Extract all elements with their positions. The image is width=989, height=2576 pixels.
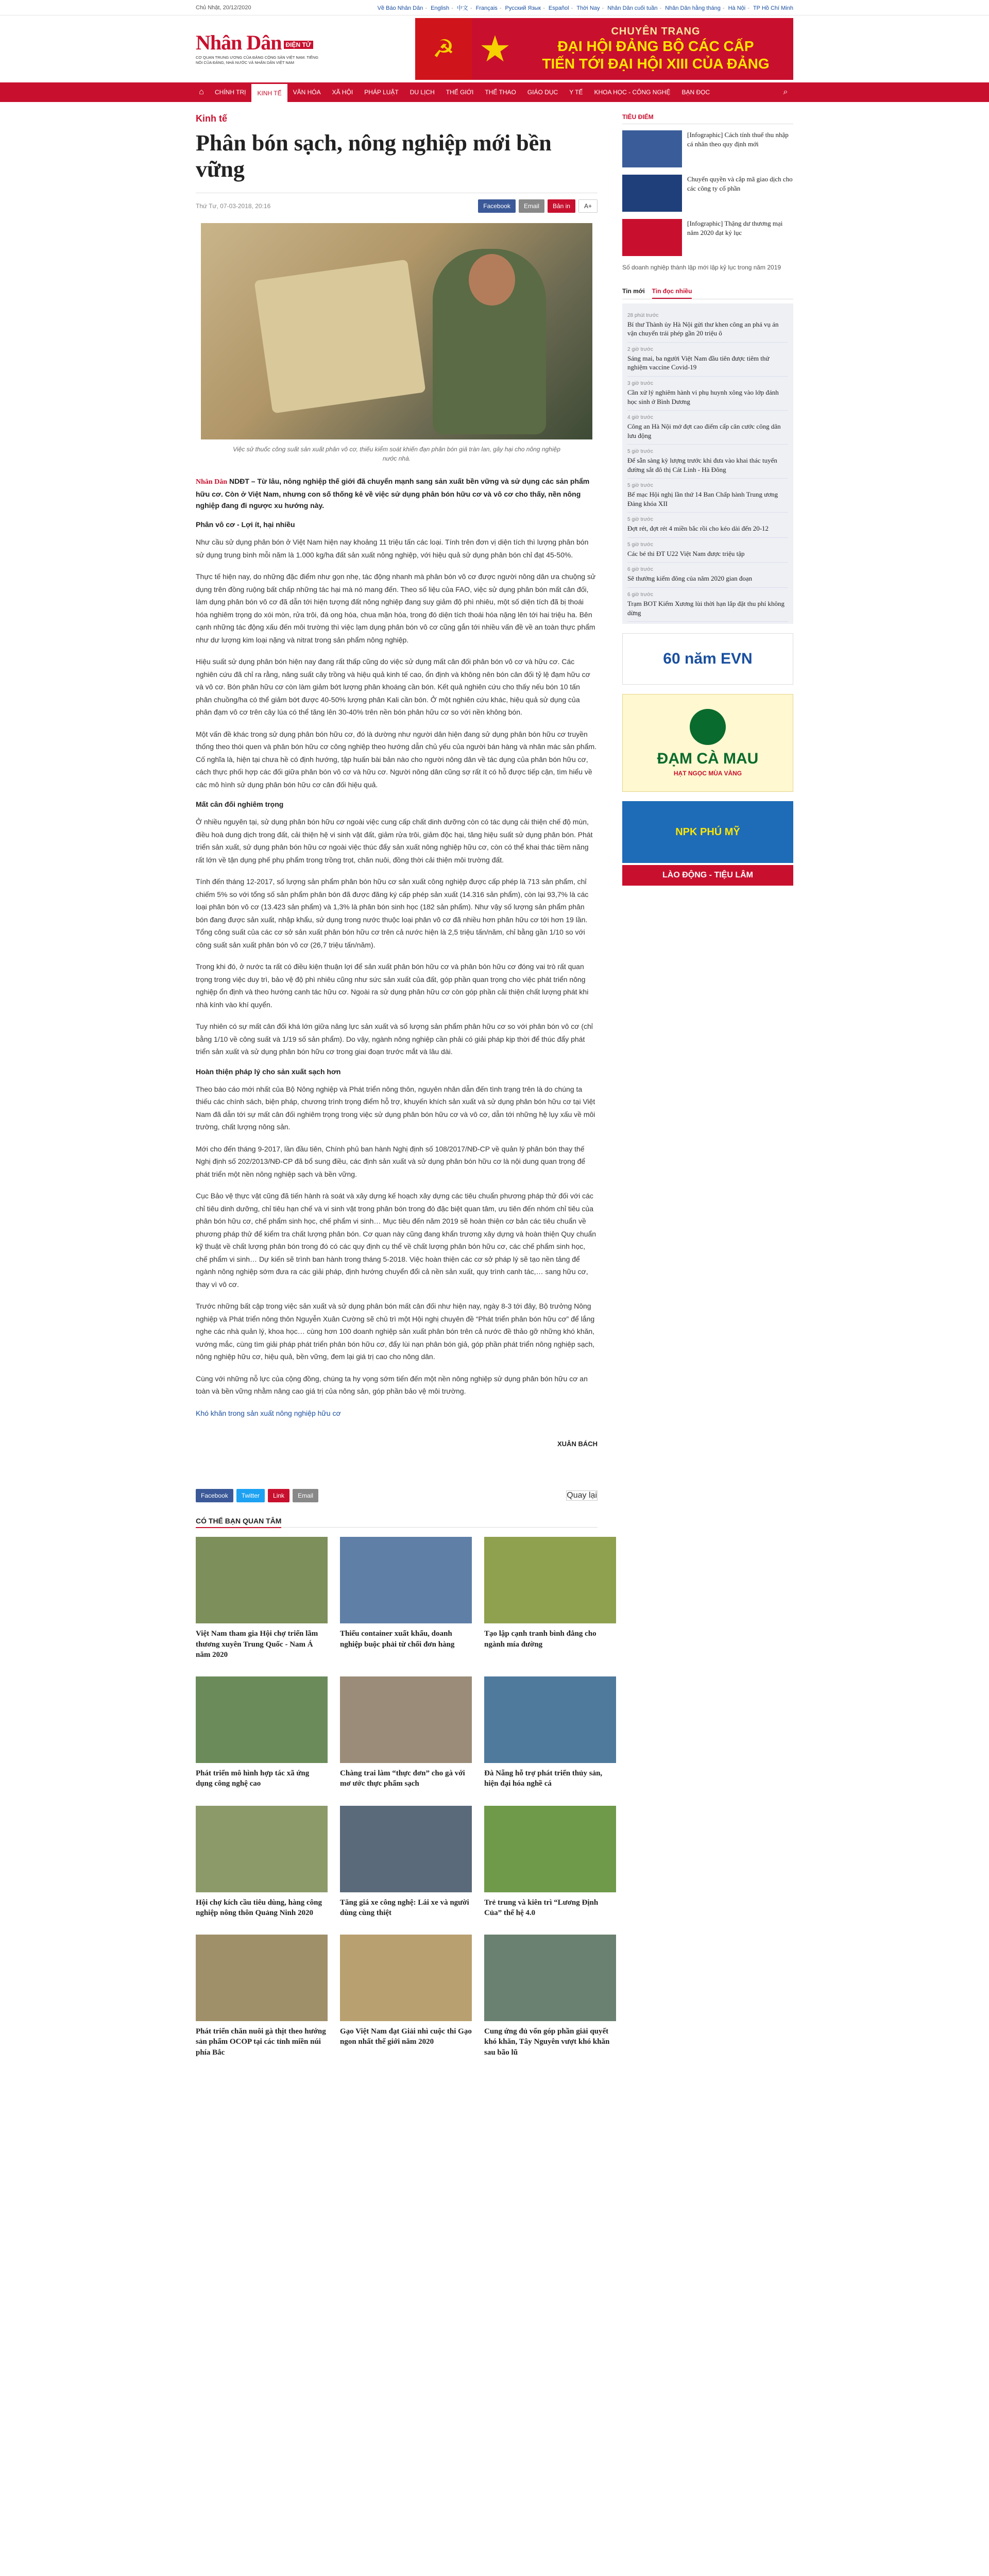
nav-item-the-gioi[interactable]: THẾ GIỚI [446, 89, 474, 96]
focus-item[interactable]: Chuyển quyền và cắp mã giao dịch cho các công ty cổ phần [622, 175, 793, 212]
facebook-share-button[interactable]: Facebook [196, 1489, 233, 1502]
related-card[interactable]: Tăng giá xe công nghệ: Lái xe và người dùng cùng thiệt [340, 1806, 472, 1919]
paragraph: Ở nhiều nguyên tại, sử dụng phân bón hữu cơ ngoài việc cung cấp chất dinh dưỡng còn có tác dụng cải thiện chế độ mùn, điều hoà dung dịch trong đất, cải thiện hệ vi sinh vật đất, giảm rửa trôi, giảm độc hại, tăng hiệu suất sử dụng phân bón. Phát triển sản xuất, sử dụng phân bón hữu cơ ngoài việc thúc đẩy sản xuất nông nghiệp hữu cơ, còn có thể khai thác tiềm năng rất lớn về tận dụng phế phụ phẩm trong trồng trọt, chăn nuôi, đồng thời cải thiện môi trường đất. [196, 818, 593, 864]
article-author: XUÂN BÁCH [557, 1440, 598, 1448]
star-icon: ★ [479, 29, 511, 69]
top-link[interactable]: 中文 [456, 5, 468, 11]
nav-item-y-te[interactable]: Y TẾ [569, 89, 583, 96]
link-share-button[interactable]: Link [268, 1489, 289, 1502]
list-item[interactable]: 4 giờ trước Công an Hà Nội mở đợt cao điểm cấp căn cước công dân lưu động [627, 411, 788, 445]
paragraph: Cùng với những nỗ lực của cộng đồng, chúng ta hy vọng sớm tiến đến một nền nông nghiệp sử dụng phân bón hữu cơ an toàn và bền vững nhằm nâng cao giá trị của nông sản, góp phần bảo vệ môi trường. [196, 1374, 588, 1396]
list-item[interactable]: 5 giờ trước Đợt rét, đợt rét 4 miền bắc rồi cho kéo dài đến 20-12 [627, 513, 788, 538]
related-card[interactable]: Chàng trai làm “thực đơn” cho gà với mơ ước thực phẩm sạch [340, 1676, 472, 1789]
related-card[interactable]: Đà Nẵng hỗ trợ phát triển thủy sản, hiện đại hóa nghề cá [484, 1676, 616, 1789]
nav-item-the-thao[interactable]: THỂ THAO [485, 89, 516, 96]
lead-text: NDĐT – Từ lâu, nông nghiệp thế giới đã chuyển mạnh sang sản xuất bền vững và sử dụng các sản phẩm hữu cơ. Còn ở Việt Nam, nhưng con số thống kê về việc sử dụng phân bón hữu cơ và vô cơ cho thấy, nền nông nghiệp đang đi ngược xu hướng này. [196, 477, 590, 510]
related-card[interactable]: Phát triển mô hình hợp tác xã ứng dụng công nghệ cao [196, 1676, 328, 1789]
top-link[interactable]: Español [548, 5, 569, 11]
paragraph: Một vấn đề khác trong sử dụng phân bón hữu cơ, đó là dường như người dân hiện đang sử dụng phân bón hữu cơ truyền thống theo thói quen và phân bón hữu cơ công nghiệp theo hướng dẫn chủ yếu của người bán hàng và nhân mác sản phẩm. Cố nghĩa là, hiện tại chưa hề có định hướng, tập huấn bài bản nào cho người nông dân về tác dụng của phân bón hữu cơ, cách thực phối hợp các đối giữa phân bón vô cơ và hữu cơ. Người nông dân cũng sợ rất ít có hỗ được tiếp cận, tìm hiểu về các mô hình sử dụng phân bón hữu cơ cân đối hiệu quả. [196, 730, 596, 789]
site-logo[interactable] [196, 32, 319, 65]
top-link[interactable]: Français [475, 5, 498, 11]
related-card[interactable]: Hội chợ kích cầu tiêu dùng, hàng công nghiệp nông thôn Quảng Ninh 2020 [196, 1806, 328, 1919]
logo-badge: ĐIỆN TỬ [284, 41, 313, 49]
facebook-share-button[interactable]: Facebook [478, 199, 516, 213]
subheading: Hoàn thiện pháp lý cho sản xuất sạch hơn [196, 1067, 341, 1076]
site-header [0, 15, 989, 82]
ad-dam-ca-mau[interactable] [622, 694, 793, 792]
top-link[interactable]: Nhân Dân hằng tháng [665, 5, 721, 11]
banner-line-1: CHUYÊN TRANG [611, 25, 701, 37]
list-item[interactable]: 6 giờ trước Trạm BOT Kiểm Xương lùi thời hạn lắp đặt thu phí không dừng [627, 588, 788, 622]
ad-npk-phu-my[interactable]: NPK PHÚ MỸ [622, 801, 793, 863]
header-banner[interactable] [415, 18, 793, 80]
main-nav [0, 82, 989, 102]
paragraph: Tính đến tháng 12-2017, số lượng sản phẩm phân bón hữu cơ sản xuất công nghiệp được cấp phép là 713 sản phẩm, chỉ chiếm 5% so với tổng số sản phẩm phân bón đã được đăng ký cấp phép sản xuất (14.316 sản phẩm), còn lại 93,7% là các loại phân bón vô cơ (13.423 sản phẩm) và 1,3% là phân bón sinh học (182 sản phẩm). Như vậy số lượng sản phẩm phân bón đang được sản xuất, nhập khẩu, sử dụng trong nước thuộc loại phân vô cơ đã nhiều hơn phân hữu cơ tới hơn 19 lần. Tổng công suất của các cơ sở sản xuất phân bón hữu cơ trên cả nước hiện là 2,5 triệu tấn/năm, chỉ bằng gần 1/10 so với công suất sản xuất phân bón vô cơ (26,7 triệu tấn/năm). [196, 877, 589, 949]
article-category[interactable]: Kinh tế [196, 113, 227, 124]
ad-evn[interactable]: 60 năm EVN [622, 633, 793, 685]
paragraph: Theo báo cáo mới nhất của Bộ Nông nghiệp và Phát triển nông thôn, nguyên nhân dẫn đến tình trạng trên là do chúng ta thiếu các chính sách, biện pháp, chương trình trọng điểm hỗ trợ, khuyến khích sản xuất và sử dụng phân bón hữu cơ tại Việt Nam đã dẫn tới sự mất cân đối nghiêm trọng trong việc sử dụng phân bón hữu cơ và vô cơ, dẫn tới những hệ lụy xấu về môi trường, chất lượng nông sản. [196, 1084, 595, 1131]
article-title: Phân bón sạch, nông nghiệp mới bền vững [196, 130, 552, 182]
paragraph: Trước những bất cập trong việc sản xuất và sử dụng phân bón mất cân đối như hiện nay, ngày 8-3 tới đây, Bộ trưởng Nông nghiệp và Phát triển nông thôn Nguyễn Xuân Cường sẽ chủ trì một Hội nghị chuyên đề “Phát triển phân bón hữu cơ” để lắng nghe các nhà quản lý, khoa học… cùng hơn 100 doanh nghiệp sản xuất phân bón trên cả nước đề thảo gỡ những khó khăn, vướng mắc, cùng tìm giải pháp phát triển phân bón hữu cơ, đẩy lùi nạn phân bón giả, góp phần phát triển nông nghiệp sạch, nông nghiệp hữu cơ, hiệu quả, bền vững, đem lại giá trị cao cho nông dân. [196, 1302, 595, 1361]
related-card[interactable]: Tạo lập cạnh tranh bình đẳng cho ngành mía đường [484, 1537, 616, 1660]
paragraph: Như cầu sử dụng phân bón ở Việt Nam hiện nay khoảng 11 triệu tấn các loại. Tính trên đơn vị diện tích thì lượng phân bón sử dụng trung bình mỗi năm là 1.000 kg/ha đất sản xuất nông nghiệp, với hiệu quả sử dụng phân bón chỉ đạt 45-50%. [196, 538, 589, 559]
current-date: Chủ Nhật, 20/12/2020 [196, 5, 251, 11]
logo-text: Nhân Dân [196, 31, 282, 55]
news-tabs [622, 287, 793, 299]
article-photo [201, 223, 592, 439]
paragraph: Mới cho đến tháng 9-2017, lần đầu tiên, Chính phủ ban hành Nghị định số 108/2017/NĐ-CP về quản lý phân bón thay thế Nghị định số 202/2013/NĐ-CP đã bổ sung điều, các định sản xuất và sử dụng phân bón hữu cơ là nội dung quan trọng để phát triển một nền nông nghiệp sạch và bền vững. [196, 1144, 586, 1178]
back-button[interactable]: Quay lại [567, 1491, 597, 1500]
paragraph: Cục Bảo vệ thực vật cũng đã tiến hành rà soát và xây dựng kế hoạch xây dựng các tiêu chuẩn phương pháp thử đối với các chỉ tiêu dinh dưỡng, chỉ tiêu hạn chế và vi sinh vật trong phân bón trong đó đặc biệt quan tâm, ưu tiên đến nhóm chỉ tiêu của phân bón hữu cơ, chế phẩm sinh học, chế phẩm vi sinh… Mục tiêu đến năm 2019 sẽ hoàn thiện cơ bản các tiêu chuẩn về phương pháp thử để kiểm tra chất lượng phân bón. Cơ quan này cũng đang khẩn trương xây dựng và hoàn thiện Quy chuẩn kỹ thuật về chất lượng phân bón trong đó có các quy định cụ thể về chất lượng phân bón hữu cơ, các chế phẩm sinh học, chế phẩm vi sinh… Dự kiến sẽ trình ban hành trong tháng 5-2018. Việc hoàn thiện các cơ sở pháp lý sẽ tạo nền tảng để ngành nông nghiệp sớm đưa ra các giải pháp, định hướng chuyển đổi cả nền sản xuất, quy trình canh tác,… sang hữu cơ, thay vì vô cơ. [196, 1192, 596, 1289]
twitter-share-button[interactable]: Twitter [236, 1489, 265, 1502]
nav-item-van-hoa[interactable]: VĂN HÓA [293, 89, 321, 96]
top-link[interactable]: Hà Nội [728, 5, 746, 11]
article-body [196, 520, 598, 1419]
lead-source: Nhân Dân [196, 478, 228, 486]
article-main [196, 113, 610, 2058]
subheading: Phân vô cơ - Lợi ít, hại nhiều [196, 520, 295, 529]
top-link[interactable]: TP Hồ Chí Minh [753, 5, 793, 11]
logo-tagline: CƠ QUAN TRUNG ƯƠNG CỦA ĐẢNG CỘNG SẢN VIỆT NAM. TIẾNG NÓI CỦA ĐẢNG, NHÀ NƯỚC VÀ NHÂN DÂN VIỆT NAM [196, 55, 319, 65]
news-list [622, 303, 793, 624]
related-card[interactable]: Việt Nam tham gia Hội chợ triển lãm thương xuyên Trung Quốc - Nam Á năm 2020 [196, 1537, 328, 1660]
nav-item-kinh-te[interactable]: KINH TẾ [251, 82, 287, 102]
tab-tin-moi[interactable]: Tin mới [622, 287, 645, 295]
list-item[interactable]: 6 giờ trước Sẽ thưởng kiểm đông của năm 2020 gian đoạn [627, 563, 788, 588]
home-icon[interactable]: ⌂ [199, 88, 204, 96]
related-section-title: CÓ THỂ BẠN QUAN TÂM [196, 1517, 281, 1528]
related-card[interactable]: Trẻ trung và kiên trì “Lương Định Của” thế hệ 4.0 [484, 1806, 616, 1919]
focus-item[interactable]: [Infographic] Cách tính thuế thu nhập cá nhân theo quy định mới [622, 130, 793, 167]
banner-line-2: ĐẠI HỘI ĐẢNG BỘ CÁC CẤP [557, 38, 754, 54]
subheading: Mất cân đối nghiêm trọng [196, 800, 284, 809]
sidebar [622, 113, 793, 2058]
top-link[interactable]: Pусский Язык [505, 5, 541, 11]
list-item[interactable]: 5 giờ trước Để sẵn sàng kỳ lượng trước khi đưa vào khai thác tuyến đường sắt đô thị Cát Linh - Hà Đông [627, 445, 788, 479]
paragraph: Trong khi đó, ở nước ta rất có điều kiện thuận lợi để sản xuất phân bón hữu cơ và phân bón hữu cơ đóng vai trò rất quan trọng trong việc duy trì, bảo vệ độ phì nhiêu cũng như sức sản xuất của đất, góp phần quan trọng cho việc phát triển nông nghiệp ổn định và theo hướng canh tác hữu cơ. Ngoài ra sử dụng phân hữu cơ còn góp phần cải thiện chất lượng phát khi nhà kính vào khí quyển. [196, 962, 589, 1009]
article-lead [196, 476, 598, 511]
related-card[interactable]: Cung ứng đủ vốn góp phần giải quyết khó khăn, Tây Nguyên vượt khó khăn sau bão lũ [484, 1935, 616, 2058]
article-time: Thứ Tư, 07-03-2018, 20:16 [196, 202, 271, 210]
top-link[interactable]: Thời Nay [576, 5, 600, 11]
nav-item-xa-hoi[interactable]: XÃ HỘI [332, 89, 353, 96]
article-meta [196, 193, 598, 213]
paragraph: Thực tế hiện nay, do những đặc điểm như gọn nhẹ, tác động nhanh mà phân bón vô cơ được người nông dân ưa chuộng sử dụng trên đồng ruộng bất chấp những tác hại mà nó mang đến. Theo số liệu của FAO, việc sử dụng phân bón mất cân đối, làm dụng phân bón vô cơ đã dẫn tới hiện tượng đất nông nghiệp đang suy giảm độ phì nhiêu, một số diện tích đã bị thoái hóa nghiêm trọng do xói mòn, rửa trôi, đá ong hóa, chua mặn hóa, trong đó diện tích thoái hóa nặng lên tới hai triệu ha. Bên cạnh những tác động xấu đến môi trường thì việc lạm dụng phân bón vô cơ cũng gắn tới nhiều vấn đề về an toàn thực phẩm như dư lượng kim loại nặng và nitrat trong sản phẩm nông nghiệp. [196, 572, 596, 644]
related-grid [196, 1537, 610, 2058]
top-link[interactable]: English [431, 5, 450, 11]
focus-more-link[interactable]: Số doanh nghiệp thành lập mới lập kỷ lục trong năm 2019 [622, 264, 781, 271]
list-item[interactable]: 28 phút trước Bí thư Thành ủy Hà Nội gửi thư khen công an phá vụ án vận chuyển trái phép gần 20 triệu ô [627, 309, 788, 343]
ad-dam-ca-mau-sub: HẠT NGỌC MÙA VÀNG [673, 770, 742, 777]
list-item[interactable]: 2 giờ trước Sáng mai, ba người Việt Nam đầu tiên được tiêm thử nghiệm vaccine Covid-19 [627, 343, 788, 377]
nav-item-khoa-hoc[interactable]: KHOA HỌC - CÔNG NGHỆ [594, 89, 671, 96]
list-item[interactable]: 3 giờ trước Cần xử lý nghiêm hành vi phụ huynh xông vào lớp đánh học sinh ở Bình Dương [627, 377, 788, 411]
related-card[interactable]: Gạo Việt Nam đạt Giải nhì cuộc thi Gạo ngon nhất thế giới năm 2020 [340, 1935, 472, 2058]
related-card[interactable]: Phát triển chăn nuôi gà thịt theo hướng sản phẩm OCOP tại các tỉnh miền núi phía Bắc [196, 1935, 328, 2058]
focus-item[interactable]: [Infographic] Thặng dư thương mại năm 2020 đạt kỷ lục [622, 219, 793, 256]
related-card[interactable]: Thiếu container xuất khẩu, doanh nghiệp buộc phải từ chối đơn hàng [340, 1537, 472, 1660]
font-size-button[interactable]: A+ [578, 199, 598, 213]
list-item[interactable]: 5 giờ trước Bế mạc Hội nghị lần thứ 14 Ban Chấp hành Trung ương Đảng khóa XII [627, 479, 788, 513]
paragraph: Hiệu suất sử dụng phân bón hiện nay đang rất thấp cũng do việc sử dụng mất cân đối phân bón vô cơ và hữu cơ. Các nghiên cứu đã chỉ ra rằng, năng suất cây trồng và hiệu quả kinh tế cao, ổn định và không nên bón cân đối tỷ lệ đạm hữu cơ và vô cơ. Bón phân hữu cơ còn làm giảm bớt lượng phân khoáng cần bón. Kết quả nghiên cứu cho thấy nếu bón 10 tấn phân chuồng/ha có thể giảm bớt được 40-50% lượng phân Kali cần bón. Ở một nghiên cứu khác, hiệu quả sử dụng của phân đạm vô cơ trên cây lúa có thể tăng lên 30-40% trên nền bón phân hữu cơ so với nền không bón. [196, 657, 590, 717]
nav-item-giao-duc[interactable]: GIÁO DỤC [527, 89, 558, 96]
related-article-link[interactable]: Khó khăn trong sản xuất nông nghiệp hữu cơ [196, 1409, 341, 1417]
share-bar [478, 199, 598, 213]
photo-caption: Việc sử thuốc công suất sản xuất phân vô cơ, thiếu kiểm soát khiến đạn phân bón giả tràn lan, gây hại cho nông nghiệp nước nhà. [233, 446, 560, 463]
nav-item-phap-luat[interactable]: PHÁP LUẬT [364, 89, 399, 96]
nav-item-ban-doc[interactable]: BẠN ĐỌC [681, 89, 710, 96]
ad-lao-dong[interactable]: LÀO ĐỘNG - TIỆU LÂM [622, 865, 793, 886]
top-link[interactable]: Nhân Dân cuối tuần [607, 5, 658, 11]
list-item[interactable]: 5 giờ trước Các bé thi ĐT U22 Việt Nam được triệu tập [627, 538, 788, 563]
search-icon[interactable]: ⌕ [783, 88, 788, 96]
print-button[interactable]: Bản in [548, 199, 575, 213]
ad-dam-ca-mau-title: ĐẠM CÀ MAU [657, 750, 759, 768]
focus-title: TIÊU ĐIỂM [622, 113, 793, 124]
top-links: Về Báo Nhân Dân - English - 中文 - Français - Pусский Язык - Español - Thời Nay - Nhân Dân cuối tuần - Nhân Dân hằng tháng - Hà Nội - TP Hồ Chí Minh [377, 5, 793, 11]
nav-item-du-lich[interactable]: DU LỊCH [410, 89, 435, 96]
bottom-share-bar [196, 1489, 598, 1502]
tab-tin-doc-nhieu[interactable]: Tin đọc nhiều [652, 287, 692, 299]
email-share-button[interactable]: Email [293, 1489, 318, 1502]
paragraph: Tuy nhiên có sự mất cân đối khá lớn giữa năng lực sản xuất và số lượng sản phẩm phân hữu cơ so với phân bón vô cơ (chỉ bằng 1/10 về công suất và 1/19 số sản phẩm). Do vậy, ngành nông nghiệp cần phải có giải pháp kịp thời để thúc đẩy phát triển sản xuất và sử dụng phân bón hữu cơ trong giai đoạn trước mắt và lâu dài. [196, 1022, 593, 1056]
party-flag-icon: ☭ [415, 18, 472, 80]
email-share-button[interactable]: Email [519, 199, 544, 213]
top-link[interactable]: Về Báo Nhân Dân [377, 5, 423, 11]
banner-line-3: TIẾN TỚI ĐẠI HỘI XIII CỦA ĐẢNG [542, 55, 770, 72]
nav-item-chinh-tri[interactable]: CHÍNH TRỊ [215, 89, 246, 96]
topbar [0, 0, 989, 15]
